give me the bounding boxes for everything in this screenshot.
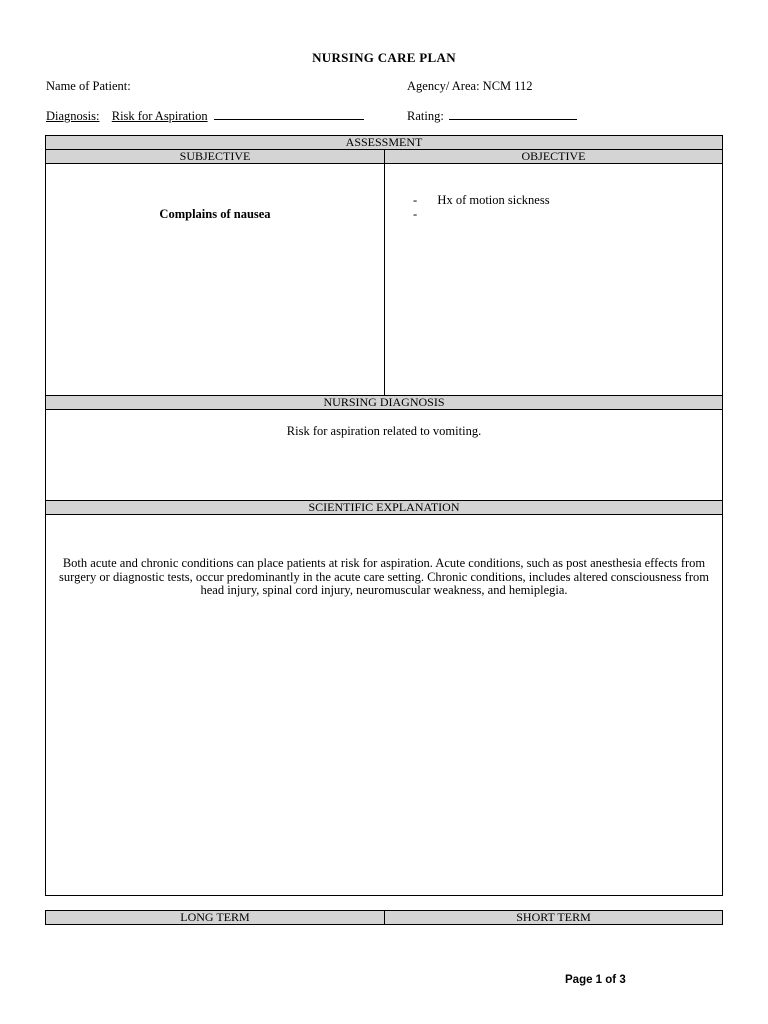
objective-header: OBJECTIVE [384,149,723,164]
rating-blank-line [449,107,577,120]
objective-list-item [413,207,434,222]
objective-cell [384,163,723,396]
objective-item-text: Hx of motion sickness [437,193,550,207]
nursing-diagnosis-header: NURSING DIAGNOSIS [45,395,723,410]
subjective-text: Complains of nausea [159,207,271,221]
diagnosis-field [46,107,364,124]
objective-bullet: - [413,193,418,207]
agency-field [407,79,533,94]
diagnosis-label: Diagnosis: [46,109,100,123]
short-term-header: SHORT TERM [384,910,723,925]
diagnosis-blank-line [214,107,364,120]
subjective-header: SUBJECTIVE [45,149,385,164]
agency-label: Agency/ Area: [407,79,480,93]
objective-bullet: - [413,207,418,221]
scientific-explanation-header: SCIENTIFIC EXPLANATION [45,500,723,515]
subjective-cell [45,163,385,396]
diagnosis-value: Risk for Aspiration [111,109,208,123]
agency-value: NCM 112 [482,79,533,93]
assessment-header: ASSESSMENT [45,135,723,150]
rating-field [407,107,577,124]
patient-name-label: Name of Patient: [46,79,131,93]
nursing-diagnosis-text: Risk for aspiration related to vomiting. [286,424,482,438]
scientific-explanation-cell [45,514,723,896]
document-title: NURSING CARE PLAN [312,50,456,65]
objective-list-item [413,193,550,208]
long-term-header: LONG TERM [45,910,385,925]
page-number: Page 1 of 3 [565,974,626,986]
nursing-diagnosis-cell [45,409,723,501]
rating-label: Rating: [407,109,444,123]
scientific-explanation-text: Both acute and chronic conditions can place patients at risk for aspiration. Acute conditions, such as post anesthesia effects from surgery or diagnostic tests, occur predominantly in the acute care setting. Chronic conditions, includes altered consciousness from head injury, spinal cord injury, neuromuscular weakness, and hemiplegia. [59,556,709,597]
